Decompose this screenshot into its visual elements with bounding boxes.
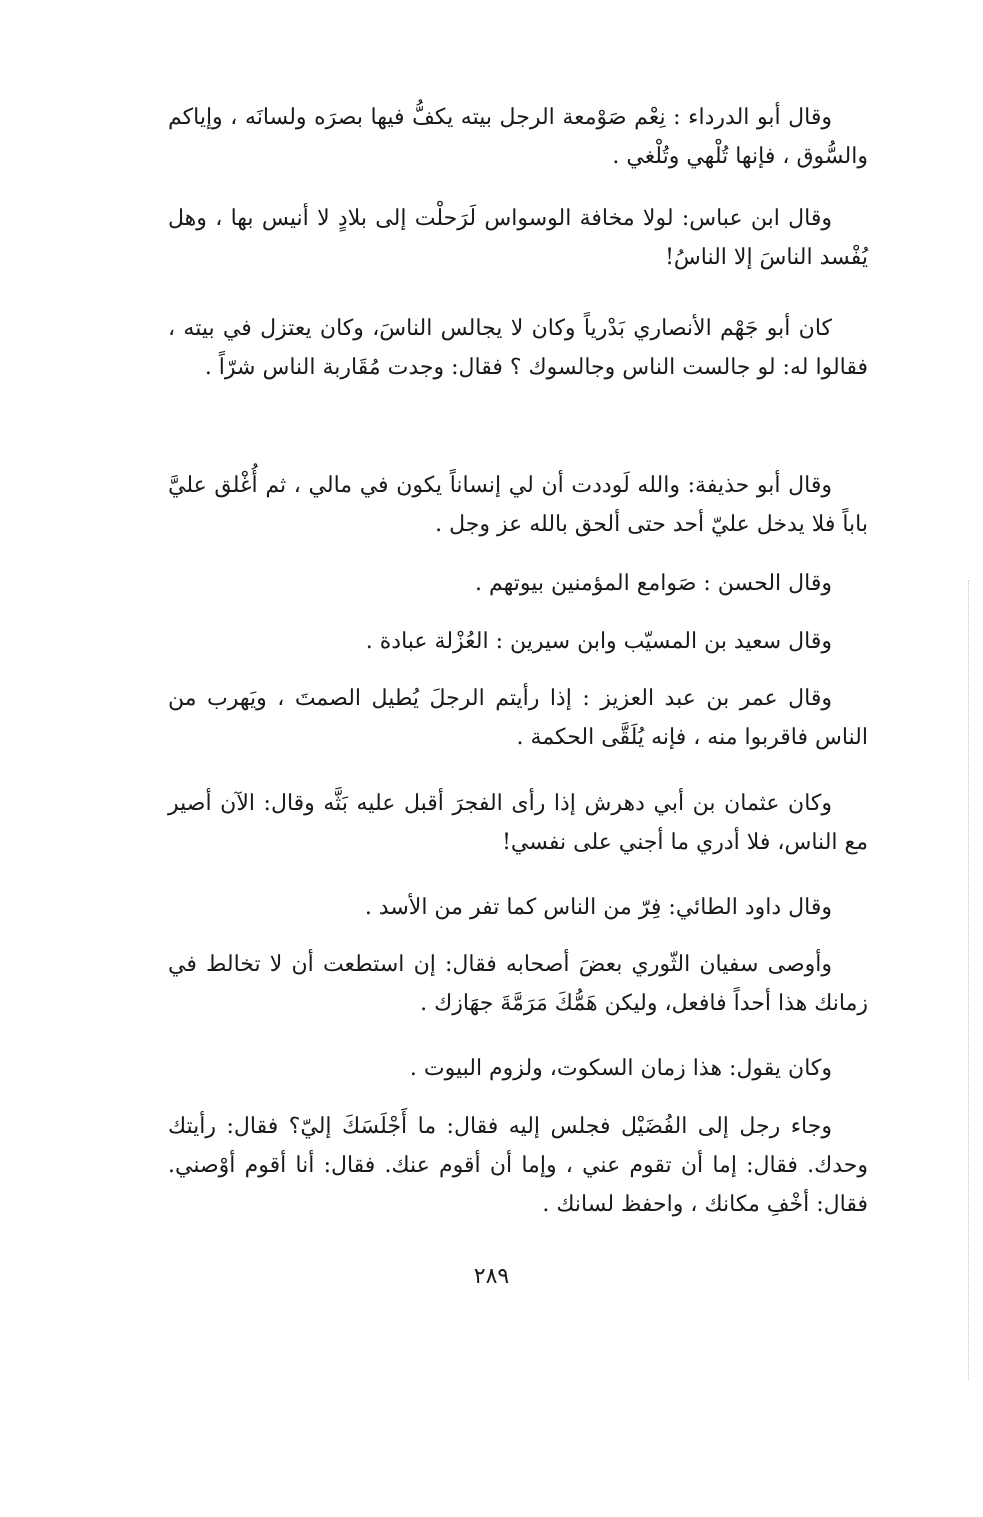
paragraph-dawud-al-tai: وقال داود الطائي: فِرّ من الناس كما تفر من الأسد . (364, 895, 832, 920)
paragraph-abu-darda: وقال أبو الدرداء : نِعْم صَوْمعة الرجل بيته يكفُّ فيها بصرَه ولسانَه ، وإياكم والسُّوق ، فإنها تُلْهي وتُلْغي . (168, 105, 868, 169)
paragraph-umar-ibn-abd-al-aziz: وقال عمر بن عبد العزيز : إذا رأيتم الرجلَ يُطيل الصمتَ ، ويَهرب من الناس فاقربوا منه ، فإنه يُلَقَّى الحكمة . (168, 686, 868, 750)
paragraph-ibn-abbas: وقال ابن عباس: لولا مخافة الوسواس لَرَحلْت إلى بلادٍ لا أنيس بها ، وهل يُفْسد الناسَ إلا الناسُ! (168, 206, 868, 270)
paragraph-abu-hudhayfa: وقال أبو حذيفة: والله لَوددت أن لي إنساناً يكون في مالي ، ثم أُغْلق عليَّ باباً فلا يدخل عليّ أحد حتى ألحق بالله عز وجل . (168, 473, 868, 537)
page-number: ٢٨٩ (473, 1264, 510, 1289)
paragraph-sufyan-al-thawri: وأوصى سفيان الثّوري بعضَ أصحابه فقال: إن استطعت أن لا تخالط في زمانك هذا أحداً فافعل، وليكن هَمُّكَ مَرَمَّةَ جهَازك . (168, 952, 868, 1016)
paragraph-said-ibn-musayyib: وقال سعيد بن المسيّب وابن سيرين : العُزْلة عبادة . (365, 629, 832, 654)
paragraph-time-of-silence: وكان يقول: هذا زمان السكوت، ولزوم البيوت . (409, 1056, 832, 1081)
paragraph-al-hasan: وقال الحسن : صَوامع المؤمنين بيوتهم . (475, 571, 832, 596)
page-edge-divider (968, 580, 969, 1380)
paragraph-uthman-ibn-abi-dahrash: وكان عثمان بن أبي دهرش إذا رأى الفجرَ أقبل عليه بَثَّه وقال: الآن أصير مع الناس، فلا أدري ما أجني على نفسي! (168, 791, 868, 855)
paragraph-al-fudayl: وجاء رجل إلى الفُضَيْل فجلس إليه فقال: ما أَجْلَسَكَ إليّ؟ فقال: رأيتك وحدك. فقال: إما أن تقوم عني ، وإما أن أقوم عنك. فقال: أنا أقوم أوْصني. فقال: أخْفِ مكانك ، واحفظ لسانك . (168, 1114, 868, 1217)
paragraph-abu-jahm: كان أبو جَهْم الأنصاري بَدْرياً وكان لا يجالس الناسَ، وكان يعتزل في بيته ، فقالوا له: لو جالست الناس وجالسوك ؟ فقال: وجدت مُقَاربة الناس شرّاً . (168, 316, 868, 380)
